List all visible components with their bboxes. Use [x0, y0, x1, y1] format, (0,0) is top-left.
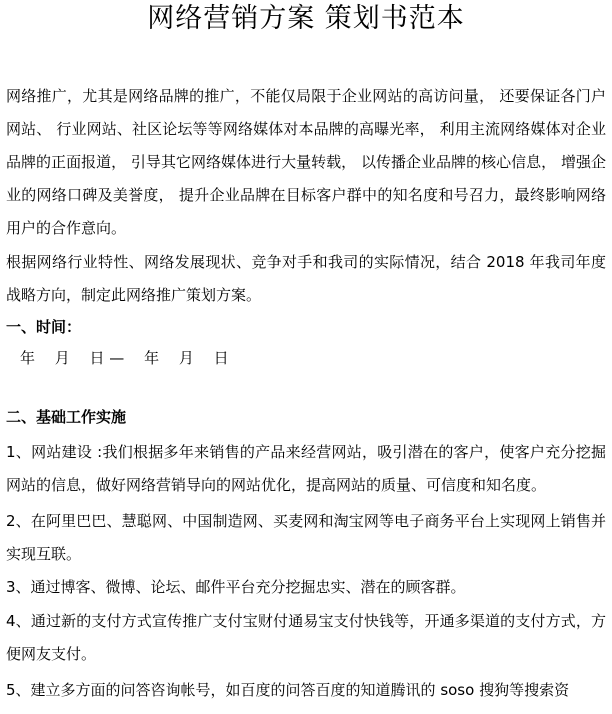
intro-paragraph: 网络推广，尤其是网络品牌的推广，不能仅局限于企业网站的高访问量， 还要保证各门户网站、 行业网站、社区论坛等等网络媒体对本品牌的高曝光率， 利用主流网络媒体对企业品牌的正面报道， 引导其它网络媒体进行大量转载， 以传播企业品牌的核心信息， 增强企业的网络口碑及美誉度， 提升企业品牌在目标客户群中的知名度和号召力，最终影响网络用户的合作意向。 [6, 87, 606, 237]
document-title: 网络营销方案 策划书范本 [147, 3, 465, 34]
list-item: 1、网站建设 :我们根据多年来销售的产品来经营网站，吸引潜在的客户，使客户充分挖掘网站的信息，做好网络营销导向的网站优化，提高网站的质量、可信度和知名度。 [6, 443, 606, 494]
date-range-line: 年 月 日 — 年 月 日 [20, 349, 229, 367]
list-item: 5、建立多方面的问答咨询帐号，如百度的问答百度的知道腾讯的 soso 搜狗等搜索资 [6, 681, 570, 699]
section-heading-time: 一、时间： [6, 318, 82, 336]
intro-paragraph: 根据网络行业特性、网络发展现状、竞争对手和我司的实际情况，结合 2018 年我司年度战略方向，制定此网络推广策划方案。 [6, 253, 606, 304]
list-item: 3、通过博客、微博、论坛、邮件平台充分挖掘忠实、潜在的顾客群。 [6, 578, 466, 596]
section-heading-basic-work: 二、基础工作实施 [6, 408, 127, 426]
list-item: 4、通过新的支付方式宣传推广支付宝财付通易宝支付快钱等，开通多渠道的支付方式，方便网友支付。 [6, 612, 606, 663]
list-item: 2、在阿里巴巴、慧聪网、中国制造网、买麦网和淘宝网等电子商务平台上实现网上销售并实现互联。 [6, 512, 606, 563]
